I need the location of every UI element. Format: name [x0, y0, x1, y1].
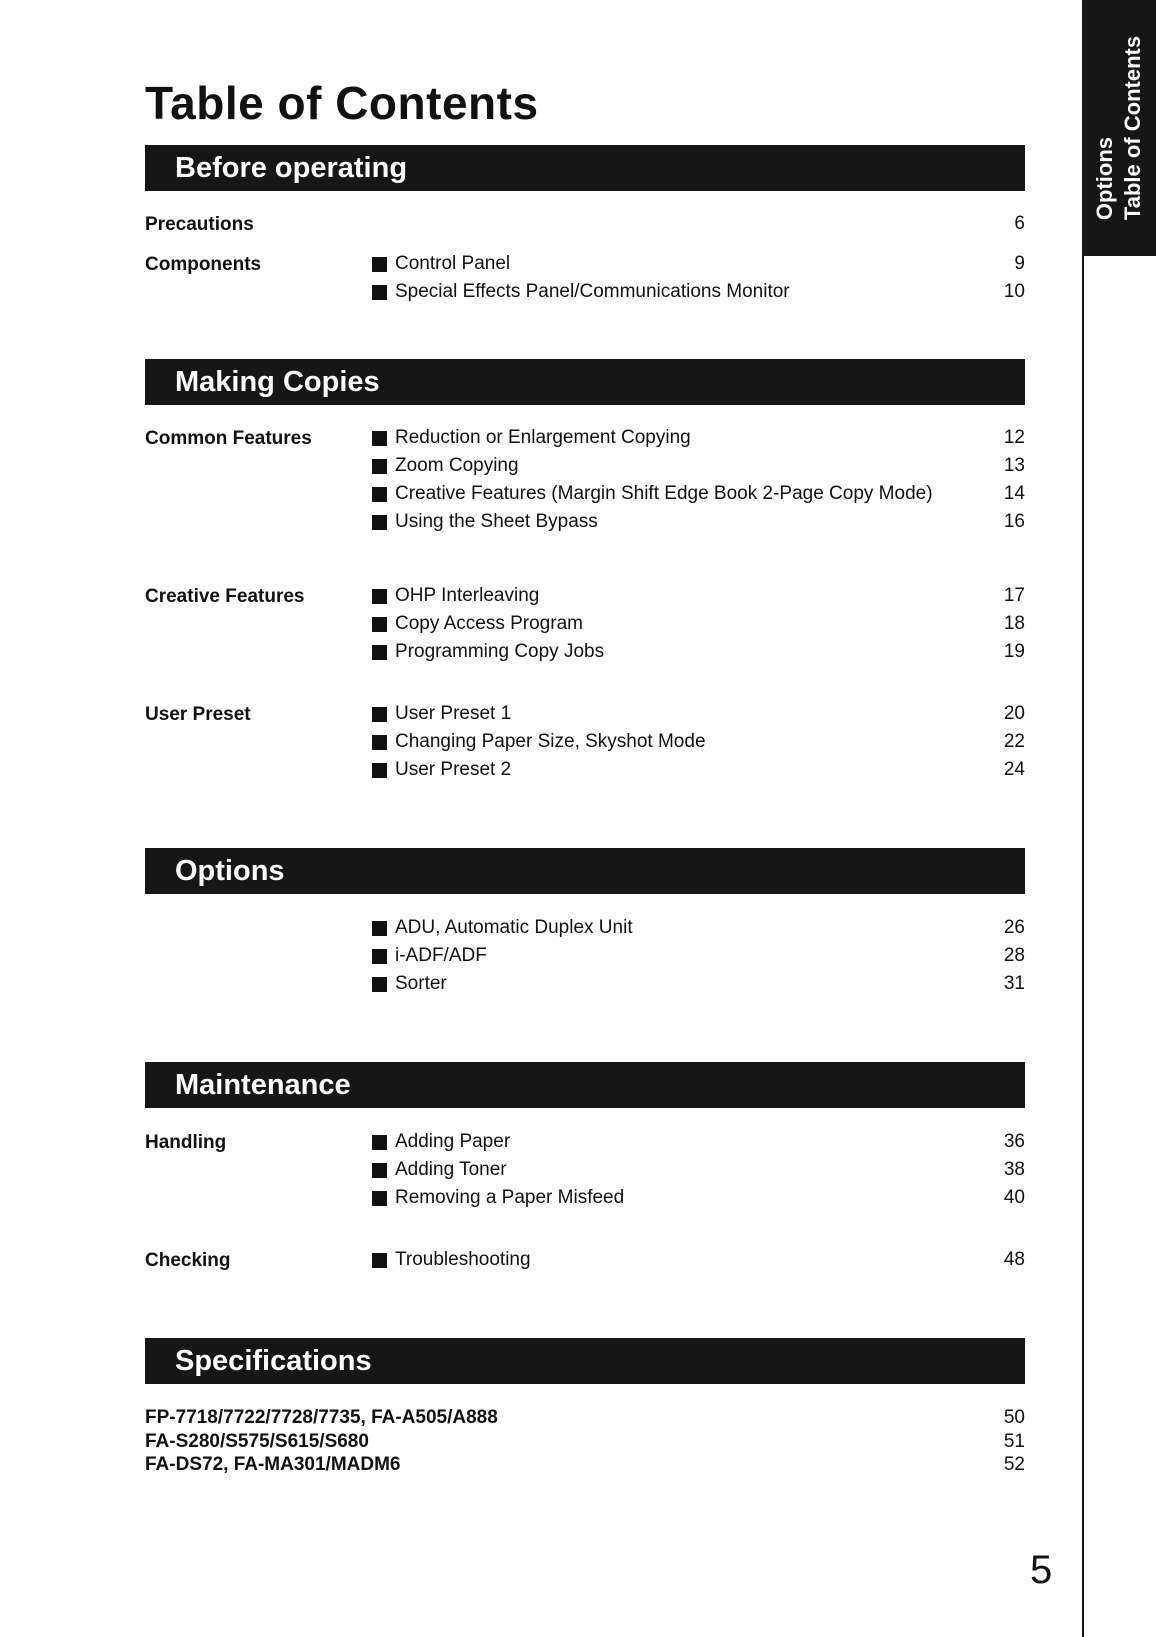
toc-entry[interactable]	[372, 639, 1025, 665]
square-bullet-icon	[372, 707, 387, 722]
square-bullet-icon	[372, 459, 387, 474]
square-bullet-icon	[372, 949, 387, 964]
toc-entry[interactable]	[372, 915, 1025, 941]
category-components: Components	[145, 254, 262, 275]
toc-entry-label: ADU, Automatic Duplex Unit	[395, 917, 633, 938]
toc-entry-precautions[interactable]	[372, 211, 1025, 237]
square-bullet-icon	[372, 921, 387, 936]
page-ref: 17	[1003, 585, 1025, 606]
page-ref: 48	[1003, 1249, 1025, 1270]
toc-entry-label: Creative Features (Margin Shift Edge Book 2-Page Copy Mode)	[395, 483, 933, 504]
toc-entry[interactable]	[372, 1247, 1025, 1273]
category-user-preset: User Preset	[145, 704, 251, 725]
toc-entry-label: Reduction or Enlargement Copying	[395, 427, 691, 448]
page-ref: 31	[1003, 973, 1025, 994]
side-index-tab[interactable]	[1082, 0, 1156, 256]
toc-entry-label: Removing a Paper Misfeed	[395, 1187, 625, 1208]
side-tab-line-2: Table of Contents	[1120, 35, 1145, 221]
toc-entry-label: Copy Access Program	[395, 613, 583, 634]
section-heading-specifications: Specifications	[145, 1338, 1025, 1384]
toc-entry-label: Changing Paper Size, Skyshot Mode	[395, 731, 706, 752]
square-bullet-icon	[372, 617, 387, 632]
side-tab-text	[1091, 36, 1147, 220]
page-ref: 14	[1003, 483, 1025, 504]
toc-entry[interactable]	[372, 1185, 1025, 1211]
toc-entry[interactable]	[372, 943, 1025, 969]
toc-entry[interactable]	[372, 1157, 1025, 1183]
category-common-features: Common Features	[145, 428, 312, 449]
square-bullet-icon	[372, 431, 387, 446]
page-ref: 13	[1003, 455, 1025, 476]
category-creative-features: Creative Features	[145, 586, 305, 607]
category-checking: Checking	[145, 1250, 231, 1271]
toc-entry[interactable]	[372, 971, 1025, 997]
toc-entry-label: OHP Interleaving	[395, 585, 540, 606]
toc-entry[interactable]	[372, 251, 1025, 277]
page-ref: 40	[1003, 1187, 1025, 1208]
square-bullet-icon	[372, 735, 387, 750]
section-heading-before-operating: Before operating	[145, 145, 1025, 191]
square-bullet-icon	[372, 257, 387, 272]
toc-entry[interactable]	[372, 611, 1025, 637]
square-bullet-icon	[372, 487, 387, 502]
section-heading-making-copies: Making Copies	[145, 359, 1025, 405]
category-handling: Handling	[145, 1132, 227, 1153]
toc-entry[interactable]	[372, 453, 1025, 479]
page-ref: 9	[1014, 253, 1025, 274]
toc-entry[interactable]	[372, 509, 1025, 535]
page-ref: 36	[1003, 1131, 1025, 1152]
spec-models: FA-DS72, FA-MA301/MADM6	[145, 1454, 401, 1475]
page-ref: 38	[1003, 1159, 1025, 1180]
toc-entry-label: User Preset 2	[395, 759, 512, 780]
page-ref: 16	[1003, 511, 1025, 532]
page-ref: 52	[1003, 1454, 1025, 1475]
toc-entry[interactable]	[372, 701, 1025, 727]
toc-entry[interactable]	[372, 729, 1025, 755]
square-bullet-icon	[372, 763, 387, 778]
toc-entry[interactable]	[372, 757, 1025, 783]
toc-entry[interactable]	[372, 1129, 1025, 1155]
section-heading-maintenance: Maintenance	[145, 1062, 1025, 1108]
toc-entry[interactable]	[372, 583, 1025, 609]
page-title: Table of Contents	[145, 77, 539, 129]
toc-entry-label: Programming Copy Jobs	[395, 641, 605, 662]
page-number: 5	[1030, 1548, 1053, 1592]
page-ref: 28	[1003, 945, 1025, 966]
square-bullet-icon	[372, 1135, 387, 1150]
page-ref: 24	[1003, 759, 1025, 780]
toc-entry-label: Control Panel	[395, 253, 511, 274]
square-bullet-icon	[372, 515, 387, 530]
square-bullet-icon	[372, 645, 387, 660]
spec-models: FA-S280/S575/S615/S680	[145, 1431, 369, 1452]
toc-entry[interactable]	[372, 279, 1025, 305]
square-bullet-icon	[372, 977, 387, 992]
page-ref: 6	[1014, 213, 1025, 234]
page-ref: 50	[1003, 1407, 1025, 1428]
toc-entry-label: Adding Paper	[395, 1131, 511, 1152]
page-ref: 20	[1003, 703, 1025, 724]
section-heading-options: Options	[145, 848, 1025, 894]
toc-entry-label: Zoom Copying	[395, 455, 519, 476]
toc-entry-label: Troubleshooting	[395, 1249, 531, 1270]
toc-entry[interactable]	[372, 425, 1025, 451]
toc-entry-label: User Preset 1	[395, 703, 512, 724]
toc-entry-label: Sorter	[395, 973, 447, 994]
page-ref: 22	[1003, 731, 1025, 752]
side-tab-line-1: Options	[1092, 136, 1117, 221]
page-ref: 12	[1003, 427, 1025, 448]
square-bullet-icon	[372, 1163, 387, 1178]
spec-entry[interactable]	[145, 1430, 1025, 1454]
page-ref: 10	[1003, 281, 1025, 302]
page-ref: 26	[1003, 917, 1025, 938]
square-bullet-icon	[372, 589, 387, 604]
spec-models: FP-7718/7722/7728/7735, FA-A505/A888	[145, 1407, 498, 1428]
toc-entry-label: Adding Toner	[395, 1159, 507, 1180]
toc-entry-label: Special Effects Panel/Communications Monitor	[395, 281, 790, 302]
toc-entry-label: Using the Sheet Bypass	[395, 511, 598, 532]
page-ref: 18	[1003, 613, 1025, 634]
square-bullet-icon	[372, 285, 387, 300]
square-bullet-icon	[372, 1253, 387, 1268]
square-bullet-icon	[372, 1191, 387, 1206]
spec-entry[interactable]	[145, 1453, 1025, 1477]
page-ref: 51	[1003, 1431, 1025, 1452]
toc-entry-label: i-ADF/ADF	[395, 945, 487, 966]
toc-entry[interactable]	[372, 481, 1025, 507]
category-precautions: Precautions	[145, 214, 254, 235]
page-ref: 19	[1003, 641, 1025, 662]
spec-entry[interactable]	[145, 1406, 1025, 1430]
